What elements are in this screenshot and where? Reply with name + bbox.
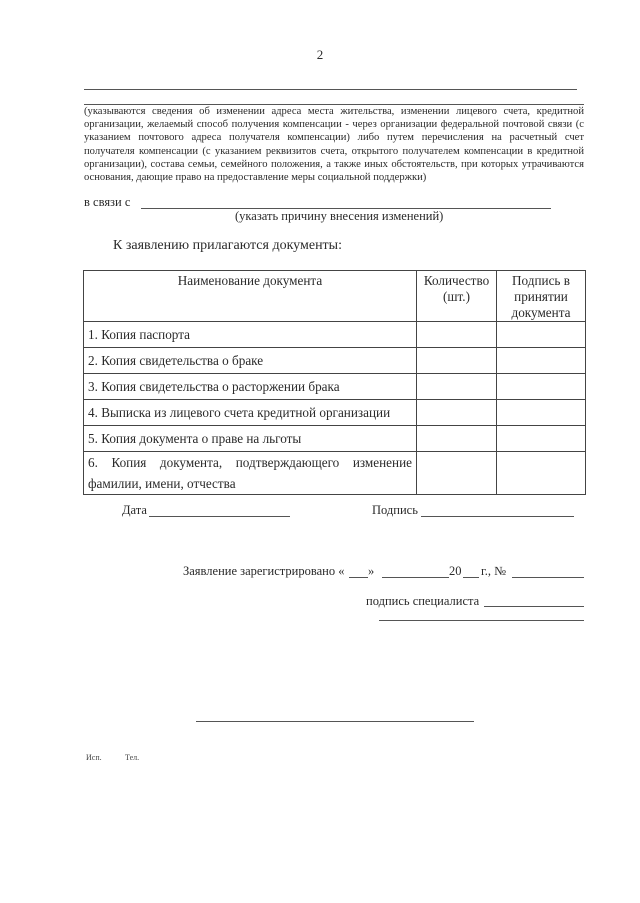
specialist-signature-label: подпись специалиста: [366, 594, 480, 608]
quantity-cell[interactable]: [417, 426, 497, 452]
registration-number-line[interactable]: [512, 577, 584, 578]
reason-hint: (указать причину внесения изменений): [235, 209, 444, 223]
table-row: [84, 374, 586, 400]
registration-year-line[interactable]: [463, 577, 479, 578]
header-quantity: Количество (шт.): [417, 271, 497, 322]
registration-year-prefix: 20: [449, 564, 462, 578]
header-signature: Подпись в принятии документа: [497, 271, 586, 322]
registration-day-line[interactable]: [349, 577, 368, 578]
table-row: [84, 426, 586, 452]
signature-cell[interactable]: [497, 426, 586, 452]
quantity-cell[interactable]: [417, 400, 497, 426]
phone-label: Тел.: [125, 753, 140, 762]
documents-table: [83, 270, 586, 495]
registration-year-suffix: г., №: [481, 564, 507, 578]
signature-label: Подпись: [372, 503, 418, 517]
registration-quote-close: »: [368, 564, 375, 578]
table-row: [84, 400, 586, 426]
table-row: [84, 348, 586, 374]
quantity-cell[interactable]: [417, 452, 497, 495]
signature-cell[interactable]: [497, 452, 586, 495]
signature-cell[interactable]: [497, 322, 586, 348]
table-row: [84, 322, 586, 348]
signature-field-line[interactable]: [421, 516, 574, 517]
change-instructions-note: (указываются сведения об изменении адреса места жительства, изменении лицевого счета, кредитной организации, желаемый способ получения компенсации - через организации федеральной почтовой связи (с указанием почтового адреса получателя компенсации) либо путем перечисления на расчетный счет получателя компенсации (с указанием реквизитов счета, открытого получателем компенсации в кредитной организации), состава семьи, семейного положения, а также иных обстоятельств, при которых утрачиваются основания, дающие право на предоставление меры социальной поддержки): [84, 106, 584, 184]
date-label: Дата: [122, 503, 147, 517]
table-row: [84, 452, 586, 495]
quantity-cell[interactable]: [417, 348, 497, 374]
signature-cell[interactable]: [497, 400, 586, 426]
page-number: 2: [316, 47, 324, 62]
document-name-cell: 3. Копия свидетельства о расторжении брака: [84, 374, 417, 400]
specialist-signature-line[interactable]: [484, 606, 584, 607]
document-name-cell: 1. Копия паспорта: [84, 322, 417, 348]
registration-text: Заявление зарегистрировано «: [183, 564, 345, 578]
document-name-cell: 4. Выписка из лицевого счета кредитной организации: [84, 400, 417, 426]
table-header-row: [84, 271, 586, 322]
registration-month-line[interactable]: [382, 577, 449, 578]
date-field-line[interactable]: [149, 516, 290, 517]
change-line-1: [84, 89, 577, 90]
quantity-cell[interactable]: [417, 374, 497, 400]
signature-cell[interactable]: [497, 374, 586, 400]
bottom-signature-line: [196, 721, 474, 722]
reason-label: в связи с: [84, 195, 131, 209]
quantity-cell[interactable]: [417, 322, 497, 348]
document-name-cell: 2. Копия свидетельства о браке: [84, 348, 417, 374]
attachments-title: К заявлению прилагаются документы:: [113, 238, 342, 253]
document-name-cell: 6. Копия документа, подтверждающего изменение фамилии, имени, отчества: [84, 452, 417, 495]
specialist-name-line[interactable]: [379, 620, 584, 621]
document-name-cell: 5. Копия документа о праве на льготы: [84, 426, 417, 452]
signature-cell[interactable]: [497, 348, 586, 374]
executor-label: Исп.: [86, 753, 102, 762]
header-document-name: Наименование документа: [84, 271, 417, 322]
